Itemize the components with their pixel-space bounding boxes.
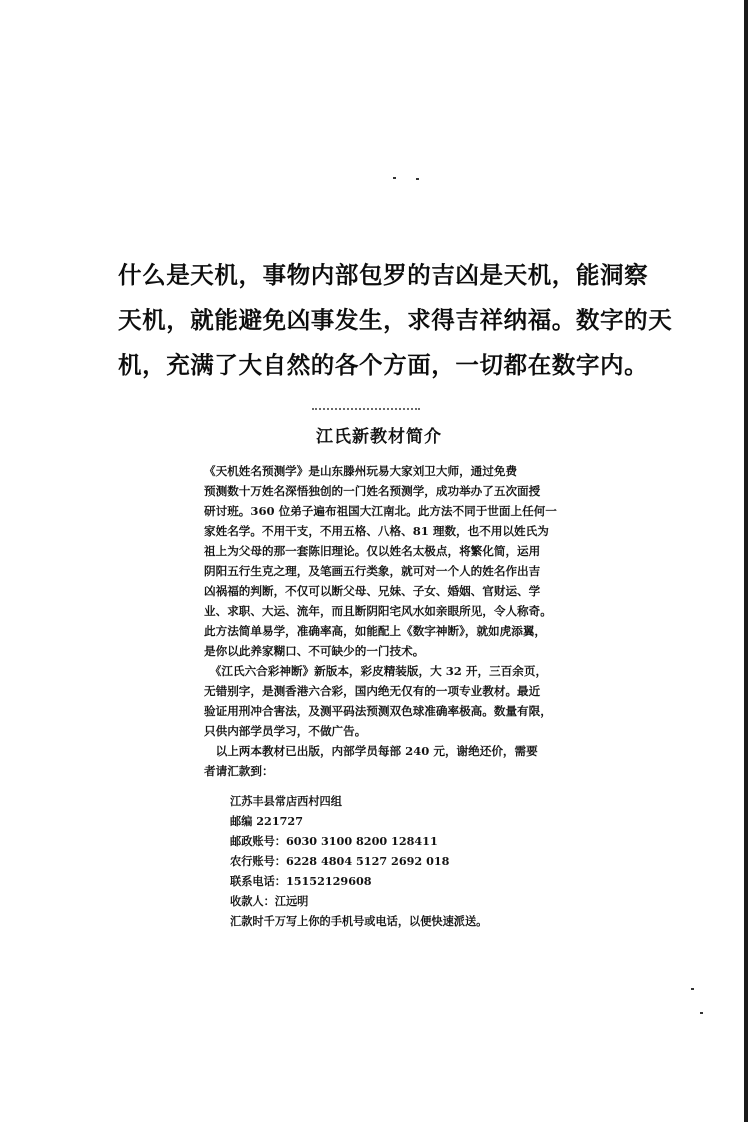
intro-line: 《江氏六合彩神断》新版本，彩皮精装版，大 32 开，三百余页， xyxy=(204,664,548,678)
intro-line: 业、求职、大运、流年，而且断阴阳宅风水如亲眼所见，令人称奇。 xyxy=(204,604,552,618)
contact-line: 邮编 221727 xyxy=(230,814,303,828)
contact-line: 江苏丰县常店西村四组 xyxy=(230,794,342,808)
scan-speck xyxy=(691,988,694,990)
intro-line: 只供内部学员学习，不做广告。 xyxy=(204,724,367,738)
section-title: 江氏新教材简介 xyxy=(316,427,442,447)
headline-line: 天机，就能避免凶事发生，求得吉祥纳福。数字的天 xyxy=(118,306,673,334)
intro-line: 是你以此养家糊口、不可缺少的一门技术。 xyxy=(204,644,425,658)
intro-line: 凶祸福的判断，不仅可以断父母、兄妹、子女、婚姻、官财运、学 xyxy=(204,584,541,598)
scan-speck xyxy=(700,1012,703,1014)
headline-line: 什么是天机，事物内部包罗的吉凶是天机，能洞察 xyxy=(118,261,649,289)
intro-line: 阴阳五行生克之理，及笔画五行类象，就可对一个人的姓名作出吉 xyxy=(204,564,541,578)
headline-line: 机，充满了大自然的各个方面，一切都在数字内。 xyxy=(118,351,649,379)
intro-line: 《天机姓名预测学》是山东滕州玩易大家刘卫大师，通过免费 xyxy=(204,464,518,478)
intro-line: 此方法简单易学，准确率高，如能配上《数字神断》，就如虎添翼， xyxy=(204,624,547,638)
contact-line: 邮政账号：6030 3100 8200 128411 xyxy=(230,834,438,848)
scan-speck xyxy=(393,177,396,179)
contact-line: 汇款时千万写上你的手机号或电话，以便快速派送。 xyxy=(230,914,488,928)
intro-line: 无错别字，是测香港六合彩，国内绝无仅有的一项专业教材。最近 xyxy=(204,684,541,698)
intro-line: 验证用刑冲合害法，及测平码法预测双色球准确率极高。数量有限， xyxy=(204,704,552,718)
contact-line: 收款人：江远明 xyxy=(230,894,309,908)
intro-line: 祖上为父母的那一套陈旧理论。仅以姓名太极点，将繁化简，运用 xyxy=(204,544,541,558)
contact-line: 联系电话：15152129608 xyxy=(230,874,372,888)
section-divider xyxy=(312,408,420,410)
intro-line: 以上两本教材已出版，内部学员每部 240 元，谢绝还价，需要 xyxy=(204,744,538,758)
intro-line: 者请汇款到： xyxy=(204,764,274,778)
scan-edge-shadow xyxy=(744,0,748,1122)
intro-line: 预测数十万姓名深悟独创的一门姓名预测学，成功举办了五次面授 xyxy=(204,484,541,498)
intro-line: 家姓名学。不用干支，不用五格、八格、81 理数，也不用以姓氏为 xyxy=(204,524,549,538)
contact-line: 农行账号：6228 4804 5127 2692 018 xyxy=(230,854,450,868)
intro-line: 研讨班。360 位弟子遍布祖国大江南北。此方法不同于世面上任何一 xyxy=(204,504,557,518)
scan-speck xyxy=(416,178,419,180)
